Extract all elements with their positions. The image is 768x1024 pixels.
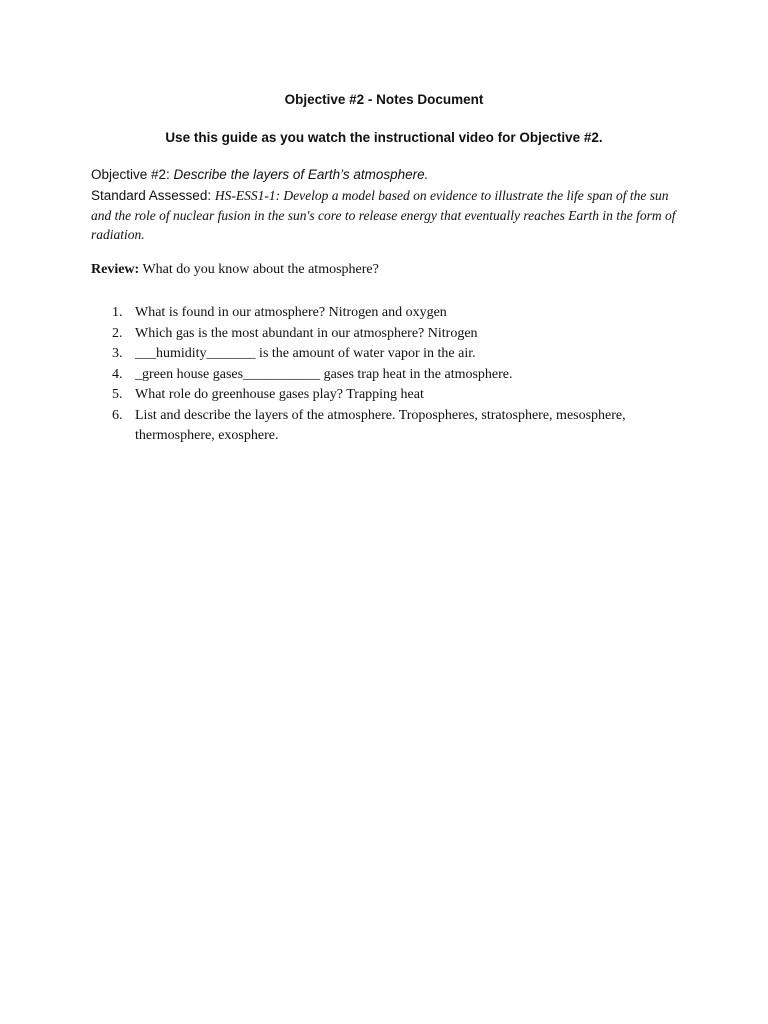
question-number: 4. [112, 366, 123, 382]
question-item [112, 385, 672, 406]
review-text: What do you know about the atmosphere? [139, 262, 379, 277]
question-number: 6. [112, 407, 123, 423]
standard-assessed [91, 186, 681, 245]
document-title: Objective #2 - Notes Document [284, 92, 484, 107]
standard-text: HS-ESS1-1: Develop a model based on evidence to illustrate the life span of the sun and the role of nuclear fusion in the sun's core to release energy that eventually reaches Earth in the form of radiation. [91, 188, 676, 242]
question-list [112, 303, 672, 447]
question-number: 3. [112, 346, 123, 361]
question-number: 1. [112, 305, 123, 320]
question-text: List and describe the layers of the atmosphere. Tropospheres, stratosphere, mesosphere, thermosphere, exosphere. [135, 407, 626, 443]
review-line [91, 262, 379, 278]
question-text: What is found in our atmosphere? Nitrogen and oxygen [135, 305, 447, 320]
question-text: ___humidity_______ is the amount of water vapor in the air. [135, 346, 476, 361]
question-item [112, 324, 672, 345]
question-number: 2. [112, 325, 123, 341]
question-text: What role do greenhouse gases play? Trapping heat [135, 387, 424, 402]
objective-label: Objective #2: [91, 167, 174, 182]
objective-line [91, 167, 428, 182]
question-item [112, 406, 672, 447]
question-item [112, 365, 672, 386]
question-text: Which gas is the most abundant in our atmosphere? Nitrogen [135, 325, 478, 341]
question-item [112, 303, 672, 324]
question-number: 5. [112, 387, 123, 402]
review-label: Review: [91, 262, 140, 277]
question-text: _green house gases___________ gases trap heat in the atmosphere. [135, 366, 513, 382]
standard-label: Standard Assessed: [91, 188, 215, 203]
objective-text: Describe the layers of Earth’s atmosphere. [173, 167, 429, 182]
question-item [112, 344, 672, 365]
document-subtitle: Use this guide as you watch the instructional video for Objective #2. [165, 130, 603, 145]
